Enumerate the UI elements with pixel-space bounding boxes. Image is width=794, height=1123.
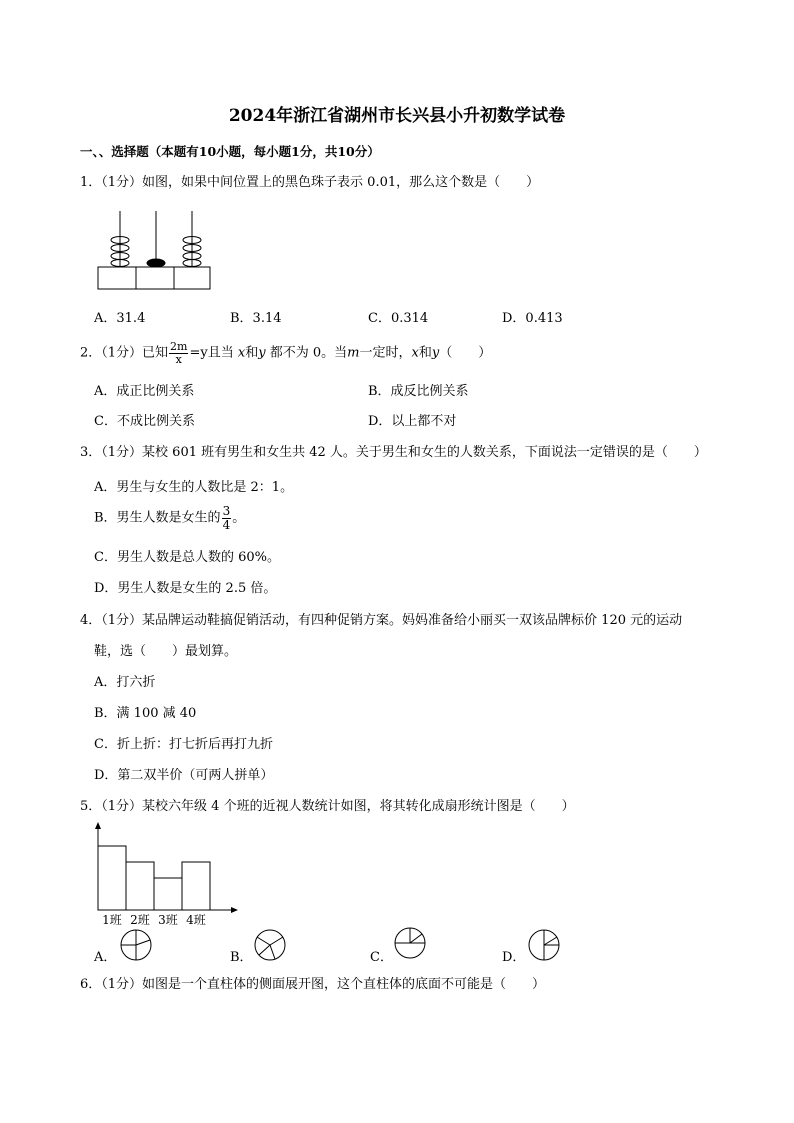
q1-option-d: D．0.413 — [502, 311, 563, 326]
q2-text: 都不为 0。当 — [269, 345, 348, 361]
q2-var-x: x — [237, 345, 246, 361]
q2-option-a: A．成正比例关系 — [94, 384, 195, 399]
q3-fraction-denominator: 4 — [222, 517, 231, 532]
q5-option-c-label: C． — [370, 950, 393, 965]
q3-option-c: C．男生人数是总人数的 60%。 — [94, 550, 280, 565]
q3-option-b-text: 。 — [232, 510, 246, 526]
q3-option-d: D．男生人数是女生的 2.5 倍。 — [94, 581, 277, 596]
abacus-base — [98, 267, 210, 289]
bar-chart — [84, 820, 244, 932]
q3-option-a: A．男生与女生的人数比是 2：1。 — [94, 480, 294, 495]
q4-option-d: D．第二双半价（可两人拼单） — [94, 768, 274, 783]
q2-var-x: x — [411, 345, 419, 361]
q5-option-d-pie — [527, 928, 561, 962]
chart-y-axis-arrow — [95, 822, 101, 829]
bar-4 — [182, 862, 210, 910]
q2-text: =y且当 — [189, 345, 234, 361]
bar-label-3: 3班 — [158, 913, 178, 927]
bar-label-2: 2班 — [130, 913, 150, 927]
q2-option-b: B．成反比例关系 — [368, 384, 469, 399]
q2-option-d: D．以上都不对 — [368, 414, 457, 429]
bar-1 — [98, 846, 126, 910]
q4-option-a: A．打六折 — [94, 675, 156, 690]
abacus-figure — [96, 205, 216, 291]
question-1-stem: 1．（1分）如图，如果中间位置上的黑色珠子表示 0.01，那么这个数是（ ） — [80, 175, 540, 190]
q2-fraction-numerator: 2m — [170, 340, 188, 353]
bar-label-4: 4班 — [186, 913, 206, 927]
page-title: 2024年浙江省湖州市长兴县小升初数学试卷 — [228, 106, 566, 126]
q1-option-a: A．31.4 — [94, 311, 146, 326]
abacus-black-bead — [147, 259, 165, 267]
q2-text: 和 — [418, 345, 432, 361]
q2-var-y: y — [431, 345, 440, 361]
question-6-stem: 6．（1分）如图是一个直柱体的侧面展开图，这个直柱体的底面不可能是（ ） — [80, 977, 546, 992]
q3-option-b-text: B．男生人数是女生的 — [94, 510, 221, 526]
question-4-stem-line-1: 4．（1分）某品牌运动鞋搞促销活动，有四种促销方案。妈妈准备给小丽买一双该品牌标价 120 元的运动 — [80, 613, 683, 628]
section-heading: 一、、选择题（本题有10小题，每小题1分，共10分） — [80, 144, 380, 159]
q5-option-b-label: B． — [230, 950, 253, 965]
question-2-stem — [80, 341, 491, 365]
q5-option-b-pie — [253, 928, 287, 962]
q5-option-c-pie — [393, 926, 427, 960]
q4-option-c: C．折上折：打七折后再打九折 — [94, 737, 273, 752]
chart-x-axis-arrow — [231, 907, 238, 913]
question-3-stem: 3．（1分）某校 601 班有男生和女生共 42 人。关于男生和女生的人数关系，下面说法一定错误的是（ ） — [80, 445, 707, 460]
q3-fraction-numerator: 3 — [222, 504, 231, 518]
q5-option-a-label: A． — [94, 950, 117, 965]
q1-option-c: C．0.314 — [368, 311, 429, 326]
q3-fraction — [222, 505, 232, 531]
q5-option-a-pie — [119, 928, 153, 962]
q2-text: 一定时， — [359, 345, 412, 361]
q2-var-m: m — [347, 345, 360, 361]
q2-fraction — [169, 341, 188, 365]
bar-2 — [126, 862, 154, 910]
q2-fraction-denominator: x — [175, 352, 182, 366]
q2-var-y: y — [258, 345, 266, 361]
q2-option-c: C．不成比例关系 — [94, 414, 195, 429]
q1-option-b: B．3.14 — [230, 311, 282, 326]
q5-option-d-label: D． — [502, 950, 526, 965]
question-5-stem: 5．（1分）某校六年级 4 个班的近视人数统计如图，将其转化成扇形统计图是（ ） — [80, 799, 575, 814]
question-4-stem-line-2: 鞋，选（ ）最划算。 — [94, 644, 238, 659]
bar-label-1: 1班 — [102, 913, 122, 927]
q2-text: 和 — [245, 345, 259, 361]
q3-option-b — [94, 505, 245, 531]
q2-text: 2．（1分）已知 — [80, 345, 169, 361]
q4-option-b: B．满 100 减 40 — [94, 706, 197, 721]
q2-text: （ ） — [439, 345, 492, 361]
bar-3 — [154, 878, 182, 910]
